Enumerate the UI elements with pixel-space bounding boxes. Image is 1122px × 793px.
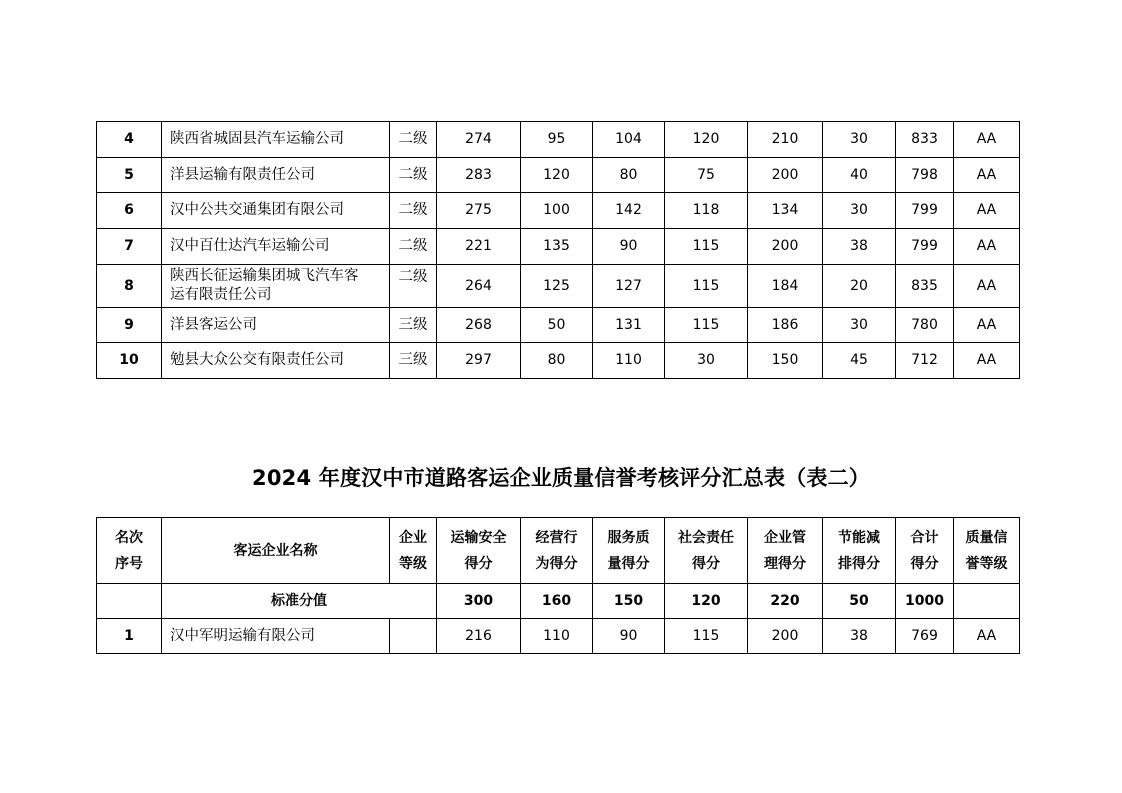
header-total (896, 518, 954, 584)
table-row (97, 265, 1020, 308)
header-total-line-1: 合计 (910, 529, 939, 546)
mgmt-score-cell: 150 (748, 343, 823, 379)
total-score-cell: 712 (896, 343, 954, 379)
standard-credit-cell (954, 584, 1020, 619)
header-service-line-2: 量得分 (607, 555, 650, 572)
social-score-cell: 30 (665, 343, 748, 379)
conduct-score-cell: 110 (521, 619, 593, 654)
company-name-line-2: 运有限责任公司 (170, 287, 272, 303)
table-row (97, 193, 1020, 229)
table-row (97, 619, 1020, 654)
table-row (97, 343, 1020, 379)
credit-grade-cell: AA (954, 158, 1020, 193)
score-summary-table-2 (96, 517, 1020, 654)
social-score-cell: 115 (665, 308, 748, 343)
rank-cell: 7 (97, 229, 162, 265)
safety-score-cell: 264 (437, 265, 521, 308)
service-score-cell: 90 (593, 229, 665, 265)
rank-cell: 1 (97, 619, 162, 654)
company-name-cell: 洋县客运公司 (162, 308, 390, 343)
conduct-score-cell: 135 (521, 229, 593, 265)
standard-empty-cell (97, 584, 162, 619)
credit-grade-cell: AA (954, 343, 1020, 379)
energy-score-cell: 38 (823, 229, 896, 265)
company-name-cell: 勉县大众公交有限责任公司 (162, 343, 390, 379)
grade-cell: 二级 (390, 193, 437, 229)
safety-score-cell: 297 (437, 343, 521, 379)
header-service (593, 518, 665, 584)
company-name-cell: 洋县运输有限责任公司 (162, 158, 390, 193)
header-rank-line-1: 名次 (115, 529, 143, 546)
header-rank (97, 518, 162, 584)
header-energy (823, 518, 896, 584)
header-conduct-line-2: 为得分 (535, 555, 578, 572)
service-score-cell: 110 (593, 343, 665, 379)
table-row (97, 122, 1020, 158)
header-conduct-line-1: 经营行 (535, 529, 578, 546)
credit-grade-cell: AA (954, 619, 1020, 654)
header-social-line-2: 得分 (692, 555, 720, 572)
header-company-name: 客运企业名称 (162, 518, 390, 584)
social-score-cell: 120 (665, 122, 748, 158)
mgmt-score-cell: 200 (748, 619, 823, 654)
mgmt-score-cell: 200 (748, 158, 823, 193)
rank-cell: 9 (97, 308, 162, 343)
social-score-cell: 115 (665, 619, 748, 654)
total-score-cell: 799 (896, 229, 954, 265)
header-service-line-1: 服务质 (607, 529, 650, 546)
table-header-row (97, 518, 1020, 584)
rank-cell: 10 (97, 343, 162, 379)
energy-score-cell: 20 (823, 265, 896, 308)
header-rank-line-2: 序号 (115, 555, 143, 572)
header-grade (390, 518, 437, 584)
energy-score-cell: 30 (823, 122, 896, 158)
rank-cell: 4 (97, 122, 162, 158)
mgmt-score-cell: 186 (748, 308, 823, 343)
total-score-cell: 799 (896, 193, 954, 229)
rank-cell: 5 (97, 158, 162, 193)
header-energy-line-2: 排得分 (838, 555, 880, 572)
rank-cell: 6 (97, 193, 162, 229)
company-name-cell: 陕西省城固县汽车运输公司 (162, 122, 390, 158)
total-score-cell: 833 (896, 122, 954, 158)
social-score-cell: 118 (665, 193, 748, 229)
credit-grade-cell: AA (954, 265, 1020, 308)
safety-score-cell: 268 (437, 308, 521, 343)
standard-mgmt-cell: 220 (748, 584, 823, 619)
safety-score-cell: 274 (437, 122, 521, 158)
safety-score-cell: 283 (437, 158, 521, 193)
conduct-score-cell: 80 (521, 343, 593, 379)
mgmt-score-cell: 210 (748, 122, 823, 158)
header-safety-line-2: 得分 (464, 555, 493, 572)
company-name-cell: 汉中军明运输有限公司 (162, 619, 390, 654)
standard-energy-cell: 50 (823, 584, 896, 619)
header-energy-line-1: 节能减 (838, 529, 880, 546)
company-name-line-1: 陕西长征运输集团城飞汽车客 (170, 268, 359, 284)
credit-grade-cell: AA (954, 122, 1020, 158)
credit-grade-cell: AA (954, 193, 1020, 229)
grade-cell: 三级 (390, 343, 437, 379)
header-grade-line-2: 等级 (399, 555, 427, 572)
grade-cell: 二级 (390, 229, 437, 265)
table-row (97, 158, 1020, 193)
safety-score-cell: 221 (437, 229, 521, 265)
service-score-cell: 131 (593, 308, 665, 343)
grade-cell: 二级 (390, 122, 437, 158)
social-score-cell: 115 (665, 229, 748, 265)
standard-service-cell: 150 (593, 584, 665, 619)
total-score-cell: 835 (896, 265, 954, 308)
standard-social-cell: 120 (665, 584, 748, 619)
conduct-score-cell: 100 (521, 193, 593, 229)
header-total-line-2: 得分 (910, 555, 939, 572)
service-score-cell: 142 (593, 193, 665, 229)
conduct-score-cell: 125 (521, 265, 593, 308)
total-score-cell: 798 (896, 158, 954, 193)
standard-total-cell: 1000 (896, 584, 954, 619)
mgmt-score-cell: 184 (748, 265, 823, 308)
energy-score-cell: 40 (823, 158, 896, 193)
energy-score-cell: 30 (823, 308, 896, 343)
header-conduct (521, 518, 593, 584)
table-row (97, 229, 1020, 265)
score-table-continued (96, 121, 1020, 379)
mgmt-score-cell: 200 (748, 229, 823, 265)
conduct-score-cell: 120 (521, 158, 593, 193)
company-name-cell: 汉中百仕达汽车运输公司 (162, 229, 390, 265)
mgmt-score-cell: 134 (748, 193, 823, 229)
header-credit-line-2: 誉等级 (965, 555, 1008, 572)
standard-conduct-cell: 160 (521, 584, 593, 619)
standard-safety-cell: 300 (437, 584, 521, 619)
grade-cell: 二级 (390, 158, 437, 193)
conduct-score-cell: 50 (521, 308, 593, 343)
header-mgmt-line-1: 企业管 (764, 529, 806, 546)
service-score-cell: 90 (593, 619, 665, 654)
grade-cell: 三级 (390, 308, 437, 343)
energy-score-cell: 38 (823, 619, 896, 654)
header-safety (437, 518, 521, 584)
credit-grade-cell: AA (954, 308, 1020, 343)
grade-cell: 二级 (390, 265, 437, 308)
header-grade-line-1: 企业 (399, 529, 427, 546)
social-score-cell: 75 (665, 158, 748, 193)
energy-score-cell: 30 (823, 193, 896, 229)
total-score-cell: 780 (896, 308, 954, 343)
credit-grade-cell: AA (954, 229, 1020, 265)
header-safety-line-1: 运输安全 (450, 529, 507, 546)
standard-label-cell: 标准分值 (162, 584, 437, 619)
company-name-cell (162, 265, 390, 308)
company-name-cell: 汉中公共交通集团有限公司 (162, 193, 390, 229)
header-mgmt (748, 518, 823, 584)
header-social (665, 518, 748, 584)
conduct-score-cell: 95 (521, 122, 593, 158)
social-score-cell: 115 (665, 265, 748, 308)
service-score-cell: 127 (593, 265, 665, 308)
service-score-cell: 80 (593, 158, 665, 193)
table-row (97, 308, 1020, 343)
header-mgmt-line-2: 理得分 (764, 555, 806, 572)
safety-score-cell: 216 (437, 619, 521, 654)
service-score-cell: 104 (593, 122, 665, 158)
energy-score-cell: 45 (823, 343, 896, 379)
safety-score-cell: 275 (437, 193, 521, 229)
page-title: 2024 年度汉中市道路客运企业质量信誉考核评分汇总表（表二） (252, 466, 870, 490)
header-credit-line-1: 质量信 (965, 529, 1008, 546)
header-credit (954, 518, 1020, 584)
standard-score-row (97, 584, 1020, 619)
grade-cell (390, 619, 437, 654)
header-social-line-1: 社会责任 (678, 529, 734, 546)
total-score-cell: 769 (896, 619, 954, 654)
rank-cell: 8 (97, 265, 162, 308)
